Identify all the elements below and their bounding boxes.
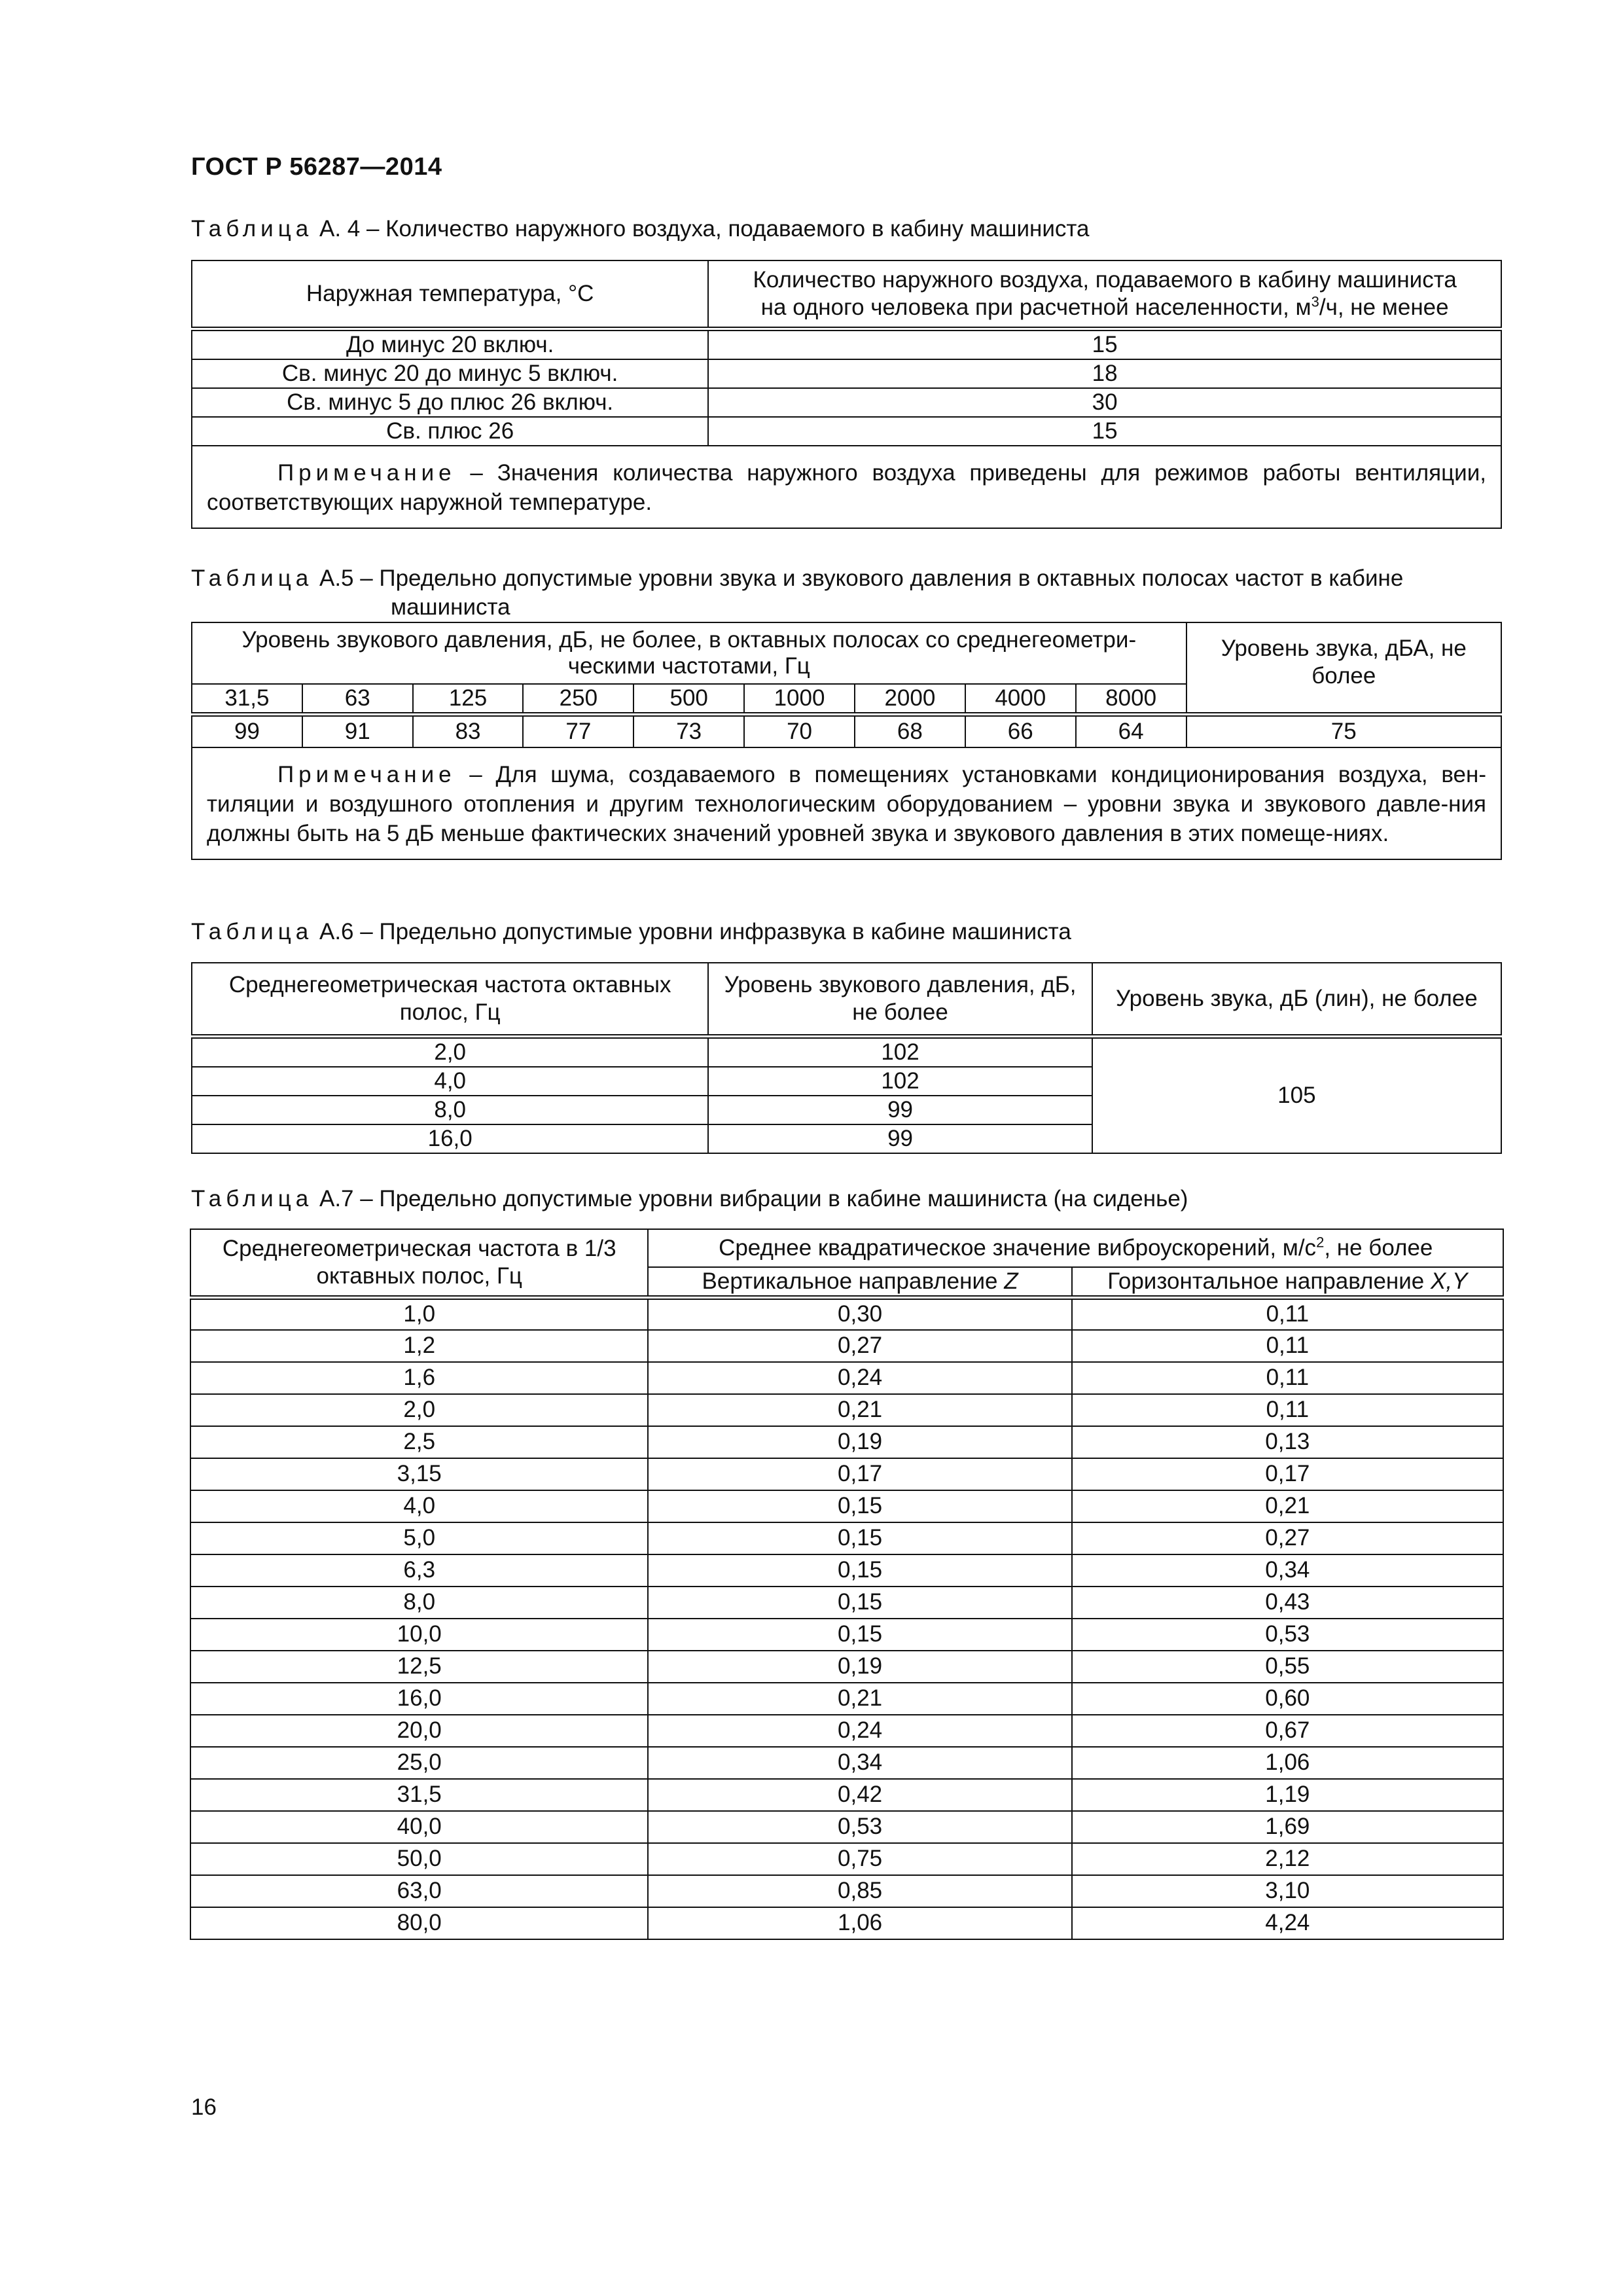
table-row: [190, 1554, 1503, 1587]
table-cell: 91: [302, 715, 413, 747]
table-cell: 70: [744, 715, 855, 747]
table-row: [190, 1330, 1503, 1362]
header-line-2b: /ч, не менее: [1319, 294, 1449, 320]
table-cell: 3,10: [1072, 1875, 1503, 1907]
axis-symbol: X,Y: [1430, 1268, 1468, 1294]
frequency-cell: 125: [413, 684, 524, 715]
table-cell: 31,5: [190, 1779, 648, 1811]
table-row: [192, 1036, 1501, 1067]
table-cell: 12,5: [190, 1651, 648, 1683]
table-cell: 77: [523, 715, 633, 747]
table-cell: 0,60: [1072, 1683, 1503, 1715]
note-text: – Для шума, создаваемого в помещениях установками кондиционирования воздуха, вен-тиляции и воздушного отопления и другим технологическим оборудованием – уровни звука и звукового давле-ния должны быть на 5 дБ меньше фактических значений уровней звука и звукового давления в этих помеще-ниях.: [207, 761, 1486, 846]
table-cell: 25,0: [190, 1747, 648, 1779]
axis-symbol: Z: [1004, 1268, 1018, 1294]
table-cell: 15: [708, 417, 1501, 446]
caption-label: Таблица: [191, 565, 313, 591]
table-cell: 50,0: [190, 1843, 648, 1875]
table-cell: 0,42: [648, 1779, 1071, 1811]
table-row: [192, 359, 1501, 388]
table-a7: [190, 1229, 1504, 1940]
caption-text: А.6 – Предельно допустимые уровни инфразвука в кабине машиниста: [319, 919, 1071, 944]
header-sound-pressure: Уровень звукового давления, дБ, не более, в октавных полосах со среднегеометри-ческими частотами, Гц: [192, 622, 1186, 684]
header-line-2a: на одного человека при расчетной населенности, м: [760, 294, 1311, 320]
header-outside-temperature: Наружная температура, °С: [192, 260, 708, 329]
table-a5-note: [192, 747, 1501, 859]
table-cell: 0,15: [648, 1587, 1071, 1619]
table-cell: 0,17: [1072, 1458, 1503, 1490]
table-cell: 16,0: [190, 1683, 648, 1715]
note-label: Примечание: [277, 459, 456, 486]
table-row: [190, 1362, 1503, 1394]
superscript: 3: [1311, 293, 1319, 310]
caption-text: А.5 – Предельно допустимые уровни звука и звукового давления в октавных полосах частот в кабине: [319, 565, 1404, 591]
table-a4-caption: [191, 215, 1090, 243]
table-cell: 80,0: [190, 1907, 648, 1939]
header-text: Горизонтальное направление: [1107, 1268, 1431, 1294]
table-cell: 99: [192, 715, 302, 747]
superscript: 2: [1316, 1234, 1325, 1251]
note-row: [192, 747, 1501, 859]
table-row: [192, 417, 1501, 446]
table-cell: 0,55: [1072, 1651, 1503, 1683]
caption-label: Таблица: [191, 919, 313, 944]
table-cell: 99: [708, 1096, 1092, 1124]
table-a4: [191, 260, 1502, 529]
table-cell: 0,75: [648, 1843, 1071, 1875]
table-cell: 0,15: [648, 1490, 1071, 1522]
table-cell: 99: [708, 1124, 1092, 1153]
header-text-a: Среднее квадратическое значение виброускорений, м/с: [719, 1235, 1317, 1261]
table-cell: 2,0: [190, 1394, 648, 1426]
table-cell: 83: [413, 715, 524, 747]
table-row: [190, 1875, 1503, 1907]
table-cell: 4,0: [190, 1490, 648, 1522]
table-cell: 8,0: [190, 1587, 648, 1619]
table-cell: 0,17: [648, 1458, 1071, 1490]
table-cell: 0,11: [1072, 1298, 1503, 1330]
table-cell: 1,6: [190, 1362, 648, 1394]
page-number: 16: [191, 2094, 217, 2120]
table-cell: 10,0: [190, 1619, 648, 1651]
table-cell: 4,24: [1072, 1907, 1503, 1939]
table-row: [190, 1490, 1503, 1522]
table-cell: 18: [708, 359, 1501, 388]
frequency-cell: 250: [523, 684, 633, 715]
header-line-1: Количество наружного воздуха, подаваемого в кабину машиниста: [753, 266, 1457, 293]
table-cell: 15: [708, 329, 1501, 359]
header-sound-level: Уровень звука, дБА, не более: [1186, 622, 1501, 715]
table-cell: До минус 20 включ.: [192, 329, 708, 359]
caption-label: Таблица: [191, 1186, 313, 1211]
table-cell: 0,15: [648, 1522, 1071, 1554]
table-header-row: [192, 260, 1501, 329]
frequency-cell: 1000: [744, 684, 855, 715]
table-cell: 40,0: [190, 1811, 648, 1843]
table-row: [190, 1811, 1503, 1843]
table-cell: 0,11: [1072, 1362, 1503, 1394]
table-cell: 30: [708, 388, 1501, 417]
header-vibration-rms: [648, 1229, 1503, 1267]
header-sound-pressure: Уровень звукового давления, дБ, не более: [708, 963, 1092, 1036]
table-cell: 1,69: [1072, 1811, 1503, 1843]
table-cell: 3,15: [190, 1458, 648, 1490]
table-cell: 0,24: [648, 1715, 1071, 1747]
table-a4-note: [192, 446, 1501, 528]
table-cell: 0,15: [648, 1619, 1071, 1651]
table-cell: 1,06: [1072, 1747, 1503, 1779]
note-text: – Значения количества наружного воздуха приведены для режимов работы вентиляции, соответствующих наружной температуре.: [207, 459, 1486, 515]
table-row: [190, 1843, 1503, 1875]
table-row: [190, 1587, 1503, 1619]
table-cell: 1,0: [190, 1298, 648, 1330]
table-cell: 6,3: [190, 1554, 648, 1587]
table-cell: 102: [708, 1067, 1092, 1096]
table-cell: 0,43: [1072, 1587, 1503, 1619]
table-a5-caption: [191, 564, 1403, 622]
table-cell: 0,53: [648, 1811, 1071, 1843]
header-horizontal-direction: [1072, 1267, 1503, 1298]
table-cell: 75: [1186, 715, 1501, 747]
table-cell: Св. минус 5 до плюс 26 включ.: [192, 388, 708, 417]
table-row: [190, 1619, 1503, 1651]
table-row: [190, 1907, 1503, 1939]
table-cell: 2,0: [192, 1036, 708, 1067]
header-text: Вертикальное направление: [702, 1268, 1005, 1294]
table-cell: 4,0: [192, 1067, 708, 1096]
table-cell: 2,5: [190, 1426, 648, 1458]
table-row: [192, 715, 1501, 747]
table-cell: 1,2: [190, 1330, 648, 1362]
table-row: [190, 1522, 1503, 1554]
header-air-amount: [708, 260, 1501, 329]
table-cell: 73: [633, 715, 744, 747]
caption-label: Таблица: [191, 216, 313, 242]
frequency-cell: 63: [302, 684, 413, 715]
table-row: [190, 1715, 1503, 1747]
header-sound-level: Уровень звука, дБ (лин), не более: [1092, 963, 1501, 1036]
table-cell: 16,0: [192, 1124, 708, 1153]
table-cell: 0,53: [1072, 1619, 1503, 1651]
frequency-cell: 2000: [855, 684, 965, 715]
caption-text: А.7 – Предельно допустимые уровни вибрации в кабине машиниста (на сиденье): [319, 1186, 1188, 1211]
table-row: [190, 1747, 1503, 1779]
table-cell: 0,11: [1072, 1330, 1503, 1362]
table-a6: [191, 962, 1502, 1154]
table-cell: 0,34: [1072, 1554, 1503, 1587]
table-cell: 0,30: [648, 1298, 1071, 1330]
table-header-row: [192, 622, 1501, 684]
table-cell: 0,67: [1072, 1715, 1503, 1747]
table-row: [190, 1779, 1503, 1811]
table-row: [192, 388, 1501, 417]
table-a6-caption: [191, 918, 1071, 946]
table-cell: 1,19: [1072, 1779, 1503, 1811]
table-cell: Св. плюс 26: [192, 417, 708, 446]
table-row: [190, 1683, 1503, 1715]
table-cell: 68: [855, 715, 965, 747]
table-cell: 1,06: [648, 1907, 1071, 1939]
table-cell: 66: [965, 715, 1076, 747]
note-label: Примечание: [277, 761, 456, 787]
header-vertical-direction: [648, 1267, 1071, 1298]
table-cell: 0,27: [1072, 1522, 1503, 1554]
header-frequency: Среднегеометрическая частота в 1/3 октавных полос, Гц: [190, 1229, 648, 1298]
table-row: [190, 1298, 1503, 1330]
document-title: ГОСТ Р 56287—2014: [191, 153, 442, 181]
table-cell: 2,12: [1072, 1843, 1503, 1875]
table-cell: 0,21: [1072, 1490, 1503, 1522]
table-cell: 0,15: [648, 1554, 1071, 1587]
table-cell: 63,0: [190, 1875, 648, 1907]
table-a7-caption: [191, 1185, 1188, 1213]
table-cell: 0,21: [648, 1683, 1071, 1715]
table-cell: 102: [708, 1036, 1092, 1067]
table-a5: [191, 622, 1502, 860]
table-cell: 0,11: [1072, 1394, 1503, 1426]
table-row: [190, 1458, 1503, 1490]
caption-continuation: машиниста: [391, 594, 510, 620]
table-cell: 64: [1076, 715, 1186, 747]
header-text-b: , не более: [1324, 1235, 1433, 1261]
note-row: [192, 446, 1501, 528]
table-row: [192, 329, 1501, 359]
table-cell: 0,19: [648, 1651, 1071, 1683]
table-cell: 0,21: [648, 1394, 1071, 1426]
frequency-cell: 500: [633, 684, 744, 715]
table-row: [190, 1426, 1503, 1458]
table-cell: Св. минус 20 до минус 5 включ.: [192, 359, 708, 388]
caption-text: А. 4 – Количество наружного воздуха, подаваемого в кабину машиниста: [319, 216, 1090, 242]
table-cell: 8,0: [192, 1096, 708, 1124]
table-cell: 0,19: [648, 1426, 1071, 1458]
table-cell: 5,0: [190, 1522, 648, 1554]
frequency-cell: 8000: [1076, 684, 1186, 715]
table-cell: 20,0: [190, 1715, 648, 1747]
table-row: [190, 1651, 1503, 1683]
frequency-cell: 4000: [965, 684, 1076, 715]
table-cell: 105: [1092, 1036, 1501, 1153]
table-cell: 0,24: [648, 1362, 1071, 1394]
table-header-row: [190, 1229, 1503, 1267]
table-cell: 0,34: [648, 1747, 1071, 1779]
frequency-cell: 31,5: [192, 684, 302, 715]
table-header-row: [192, 963, 1501, 1036]
table-cell: 0,13: [1072, 1426, 1503, 1458]
table-cell: 0,85: [648, 1875, 1071, 1907]
table-cell: 0,27: [648, 1330, 1071, 1362]
table-row: [190, 1394, 1503, 1426]
header-frequency: Среднегеометрическая частота октавных полос, Гц: [192, 963, 708, 1036]
